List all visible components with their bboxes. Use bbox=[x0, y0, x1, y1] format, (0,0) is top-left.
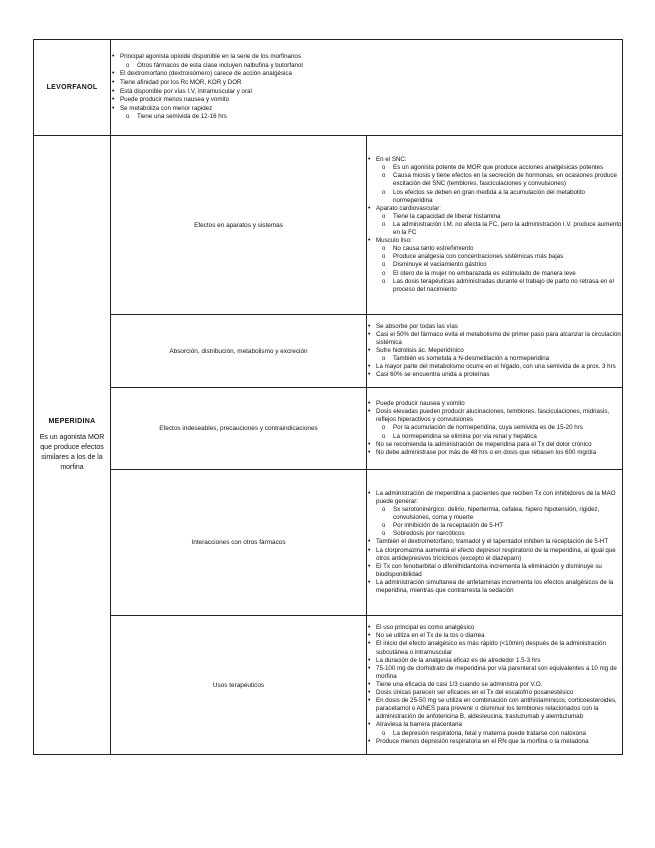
section-content-uses bbox=[367, 616, 623, 755]
sub-bullet-item: o Es un agonista potente de MOR que produce acciones analgésicas potentes bbox=[367, 164, 622, 172]
interactions-list bbox=[367, 490, 622, 595]
section-label-pharmacokinetics: Absorción, distribución, metabolismo y excreción bbox=[111, 315, 367, 388]
sub-bullet-item: o El útero de la mujer no embarazada es estimulado de manera leve bbox=[367, 270, 622, 278]
bullet-item: • Casi el 50% del fármaco evita el metabolismo de primer paso para alcanzar la circulación sistémica bbox=[367, 331, 622, 347]
bullet-item: • Está disponible por vías I.V, intramuscular y oral bbox=[111, 88, 622, 97]
sub-bullet-item: o Causa miosis y tiene efectos en la secreción de hormonas, en ocasiones produce excitación del SNC (temblores, fasciculaciones y convulsiones) bbox=[367, 172, 622, 188]
bullet-item: • No se utiliza en el Tx de la tos o diarrea bbox=[367, 632, 622, 640]
bullet-item: • Sufre hidrolisis ác. Meperidínico bbox=[367, 347, 622, 355]
meperidina-description: Es un agonista MOR que produce efectos similares a los de la morfina bbox=[39, 434, 105, 471]
bullet-item: • El dextromorfano (dextroisómero) carece de acción analgésica bbox=[111, 70, 622, 79]
bullet-item: • Tiene una eficacia de casi 1/3 cuando se administra por V.O. bbox=[367, 681, 622, 689]
bullet-item: • Tiene afinidad por los Rc MOR, KOR y DOR bbox=[111, 79, 622, 88]
bullet-item: • El inicio del efecto analgésico es más rápido (<10min) después de la administración subcutánea o intramuscular bbox=[367, 640, 622, 656]
sub-bullet-item: o Sx serotoninérgico: delirio, hipertermia, cefalea, hipero hipotensión, rigidez, convulsiones, coma y muerte bbox=[367, 506, 622, 522]
sub-bullet-item: o Por inhibición de la receptación de 5-HT bbox=[367, 522, 622, 530]
bullet-item: • En el SNC: bbox=[367, 156, 622, 164]
bullet-item: • También el dextrometorfano, tramadol y el tapentadol inhiben la receptación de 5-HT bbox=[367, 538, 622, 546]
bullet-item: • Se absorbe por todas las vías bbox=[367, 323, 622, 331]
sub-bullet-item: o No causa tanto estreñimiento bbox=[367, 245, 622, 253]
sub-bullet-item: o La depresión respiratoria, fetal y materna puede tratarse con naloxona bbox=[367, 730, 622, 738]
levorfanol-name: LEVORFANOL bbox=[46, 83, 98, 91]
pharmacokinetics-list bbox=[367, 323, 622, 380]
bullet-item: • Principal agonista opioide disponible en la serie de los morfinanos bbox=[111, 53, 622, 62]
bullet-item: • La duración de la analgesia eficaz es de alrededor 1.5-3 hrs bbox=[367, 657, 622, 665]
bullet-item: • El uso principal es como analgésico bbox=[367, 624, 622, 632]
meperidina-row-pharmacokinetics bbox=[34, 315, 623, 388]
sub-bullet-item: o La normeperidina se elimina por vía renal y hepática bbox=[367, 433, 622, 441]
sub-bullet-item: o Disminuye el vaciamiento gástrico bbox=[367, 261, 622, 269]
bullet-item: • Produce menos depresión respiratoria en el RN que la morfina o la metadona bbox=[367, 738, 622, 746]
bullet-item: • Puede producir menos nausea y vomito bbox=[111, 96, 622, 105]
section-label-interactions: Interacciones con otros fármacos bbox=[111, 470, 367, 616]
bullet-item: • La administración de meperidina a pacientes que reciben Tx con inhibidores de la MAO puede generar: bbox=[367, 490, 622, 506]
bullet-item: • Casi 60% se encuentra unida a proteínas bbox=[367, 371, 622, 379]
sub-bullet-item: o La administración I.M. no afecta la FC, pero la administración I.V. produce aumento en la FC bbox=[367, 221, 622, 237]
sub-bullet-item: o Sobredosis por narcóticos bbox=[367, 530, 622, 538]
bullet-item: • En dosis de 25-50 mg se utiliza en combinación con antihistamínicos, corticoesteroides, paracetamol o AINES para prevenir o disminuir los temblores relacionados con la administración de anfotericina B, aldesleucina, trastuzumab y alemtuzumab bbox=[367, 697, 622, 721]
section-content-interactions bbox=[367, 470, 623, 616]
section-label-adverse: Efectos indeseables, precauciones y contraindicaciones bbox=[111, 388, 367, 470]
bullet-item: • Se metaboliza con menor rapidez bbox=[111, 105, 622, 114]
uses-list bbox=[367, 624, 622, 745]
levorfanol-list bbox=[111, 53, 622, 122]
bullet-item: • No se recomienda la administración de meperidina para el Tx del dolor crónico bbox=[367, 441, 622, 449]
levorfanol-row bbox=[34, 40, 623, 136]
sub-bullet-item: o También es sometida a N-desmetilación a normeperidina bbox=[367, 355, 622, 363]
section-content-adverse bbox=[367, 388, 623, 470]
adverse-list bbox=[367, 400, 622, 457]
bullet-item: • Musculo liso: bbox=[367, 237, 622, 245]
sub-bullet-item: o Tiene una semivida de 12-16 hrs bbox=[111, 113, 622, 122]
sub-bullet-item: o Las dosis terapéuticas administradas durante el trabajo de parto no retrasa en el proceso del nacimiento bbox=[367, 278, 622, 294]
bullet-item: • Puede producir nausea y vomito bbox=[367, 400, 622, 408]
bullet-item: • La clorpromazina aumenta el efecto depresor respiratorio de la meperidina, al igual que otros antidepresivos tricíclicos (excepto el diazepam) bbox=[367, 547, 622, 563]
levorfanol-name-cell bbox=[34, 40, 111, 136]
section-content-pharmacokinetics bbox=[367, 315, 623, 388]
section-label-effects: Efectos en aparatos y sistemas bbox=[111, 136, 367, 315]
bullet-item: • Atraviesa la barrera placentaria bbox=[367, 721, 622, 729]
bullet-item: • Dosis elevadas pueden producir alucinaciones, temblores, fasciculaciones, midriasis, reflejos hiperactivos y convulsiones bbox=[367, 408, 622, 424]
sub-bullet-item: o Otros fármacos de esta clase incluyen nalbufina y butorfanol bbox=[111, 62, 622, 71]
meperidina-row-uses bbox=[34, 616, 623, 755]
pharmacology-table bbox=[33, 39, 623, 755]
bullet-item: • No debe administrase por más de 48 hrs o en dosis que rebasen los 600 mg/día bbox=[367, 449, 622, 457]
bullet-item: • La administración simultanea de anfetaminas incrementa los efectos analgésicos de la meperidina, mientras que contrarresta la sedación bbox=[367, 579, 622, 595]
sub-bullet-item: o Produce analgesia con concentraciones sistémicas más bajas bbox=[367, 253, 622, 261]
sub-bullet-item: o Tiene la capacidad de liberar histamina bbox=[367, 213, 622, 221]
meperidina-row-interactions bbox=[34, 470, 623, 616]
meperidina-name-cell bbox=[34, 136, 111, 755]
meperidina-name: MEPERIDINA bbox=[48, 418, 96, 425]
section-content-effects bbox=[367, 136, 623, 315]
meperidina-row-effects bbox=[34, 136, 623, 315]
bullet-item: • Dosis únicas parecen ser eficaces en el Tx del escalofrío posanestésico bbox=[367, 689, 622, 697]
bullet-item: • El Tx con fenobarbital o difenilhidantoína incrementa la eliminación y disminuye su biodisponibilidad bbox=[367, 563, 622, 579]
meperidina-row-adverse bbox=[34, 388, 623, 470]
section-label-uses: Usos terapéuticos bbox=[111, 616, 367, 755]
bullet-item: • La mayor parte del metabolismo ocurre en el hígado, con una semivida de a prox. 3 hrs bbox=[367, 363, 622, 371]
bullet-item: • 75-100 mg de clorhidrato de meperidina por vía parenteral son equivalentes a 10 mg de morfina bbox=[367, 665, 622, 681]
levorfanol-content bbox=[111, 40, 623, 136]
bullet-item: • Aparato cardiovascular: bbox=[367, 205, 622, 213]
sub-bullet-item: o Por la acumulación de normeperidina, cuya semivida es de 15-20 hrs bbox=[367, 424, 622, 432]
effects-list bbox=[367, 156, 622, 294]
sub-bullet-item: o Los efectos se deben en gran medida a la acumulación del metabolito normeperidina bbox=[367, 189, 622, 205]
